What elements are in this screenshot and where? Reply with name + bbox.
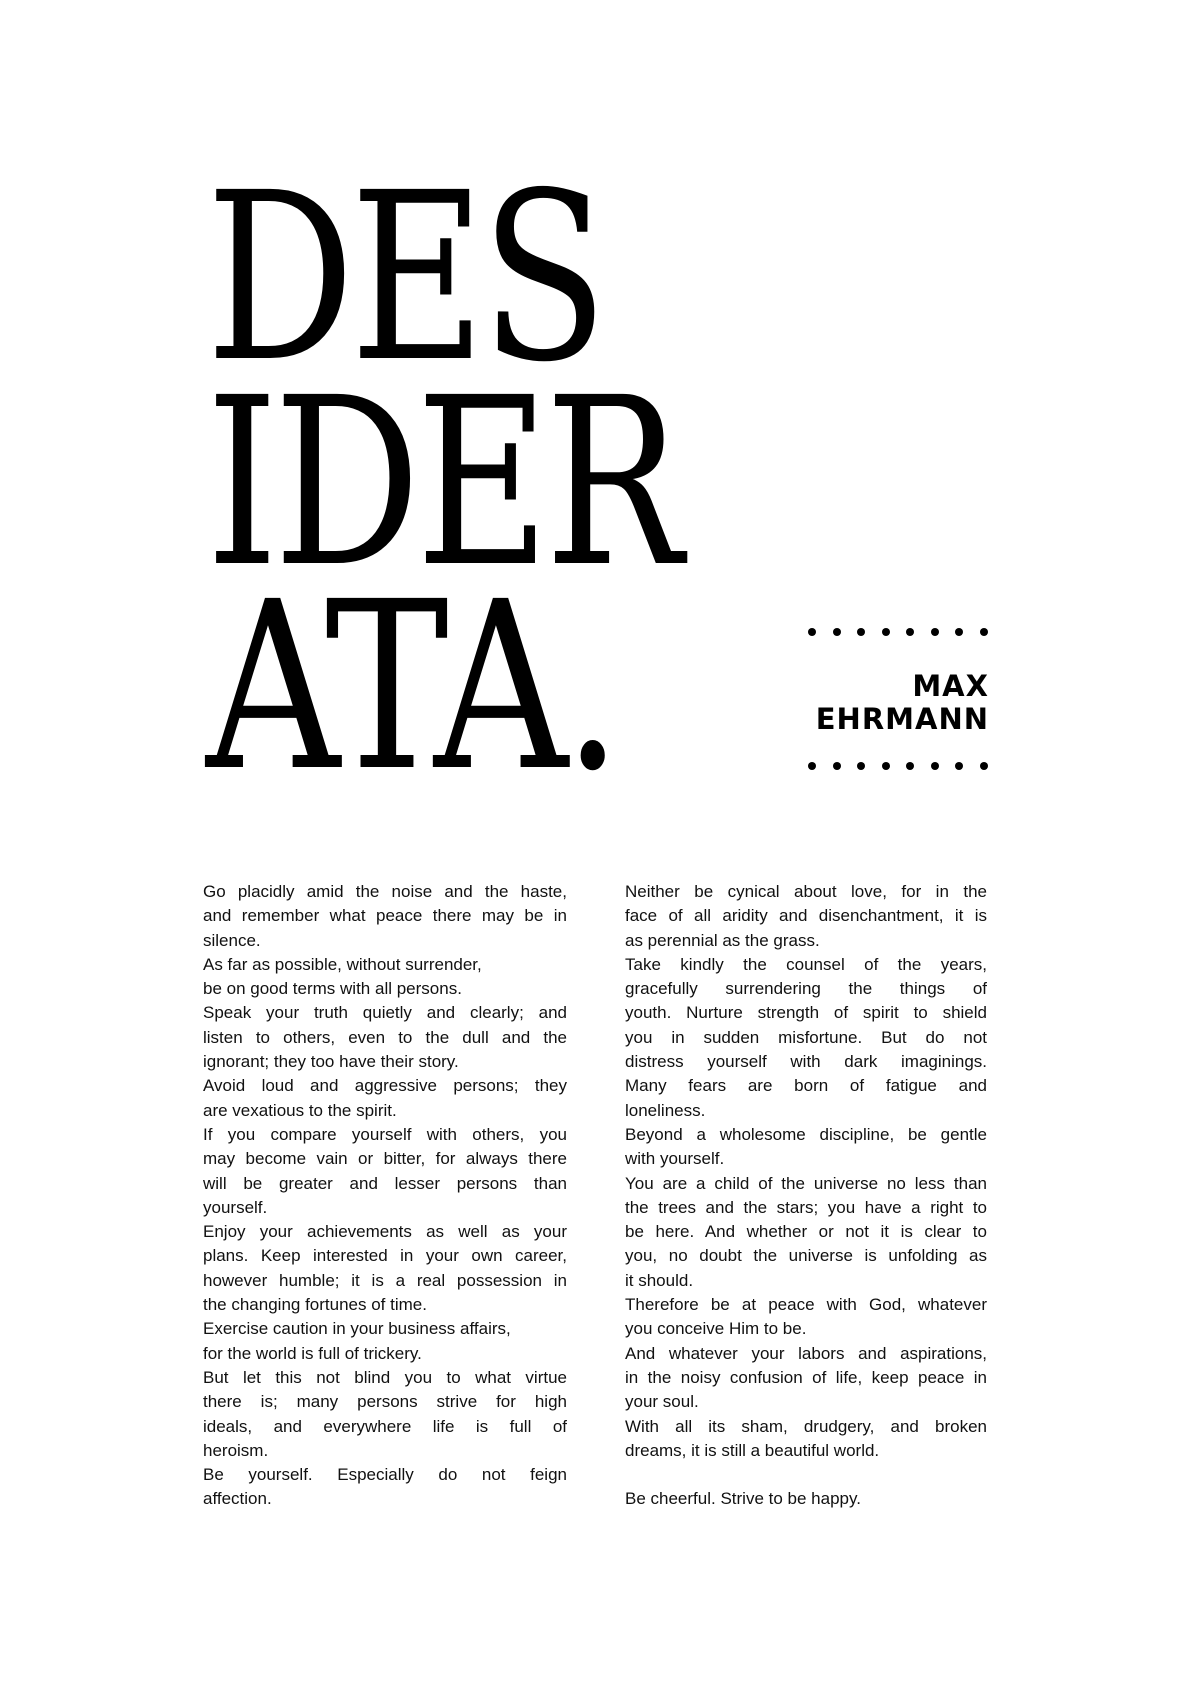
- poem-line: you in sudden misfortune. But do not: [625, 1027, 987, 1047]
- poem-line: in the noisy confusion of life, keep peace in: [625, 1367, 987, 1387]
- poem-right-column: [625, 880, 987, 1512]
- poem-line: be on good terms with all persons.: [203, 979, 462, 999]
- poem-line: distress yourself with dark imaginings.: [625, 1052, 987, 1072]
- poem-line: affection.: [203, 1489, 272, 1509]
- dot-icon: [857, 762, 865, 770]
- poem-line: as perennial as the grass.: [625, 930, 820, 950]
- poem-line: may become vain or bitter, for always there: [203, 1149, 567, 1169]
- title-line-3: ATA.: [206, 552, 618, 822]
- poem-line: Be yourself. Especially do not feign: [203, 1465, 567, 1485]
- poem-line: Therefore be at peace with God, whatever: [625, 1295, 987, 1315]
- poem-line: Take kindly the counsel of the years,: [625, 954, 987, 974]
- dotted-divider-bottom: [808, 760, 988, 772]
- title-line-1: DES: [206, 143, 604, 413]
- dot-icon: [882, 762, 890, 770]
- dot-icon: [808, 762, 816, 770]
- poem-line: Many fears are born of fatigue and: [625, 1076, 987, 1096]
- poem-line: loneliness.: [625, 1100, 706, 1120]
- dotted-divider-top: [808, 626, 988, 638]
- poem-line: face of all aridity and disenchantment, it is: [625, 906, 987, 926]
- poem-line: Enjoy your achievements as well as your: [203, 1222, 567, 1242]
- poem-line: plans. Keep interested in your own career,: [203, 1246, 567, 1266]
- dot-icon: [955, 628, 963, 636]
- poem-line: and remember what peace there may be in: [203, 906, 567, 926]
- poem-line: dreams, it is still a beautiful world.: [625, 1440, 880, 1460]
- poem-line: Be cheerful. Strive to be happy.: [625, 1489, 861, 1509]
- poem-line: Neither be cynical about love, for in the: [625, 882, 987, 901]
- poem-line: be here. And whether or not it is clear to: [625, 1222, 987, 1242]
- poem-line: yourself.: [203, 1197, 268, 1217]
- poem-line: youth. Nurture strength of spirit to shield: [625, 1003, 987, 1023]
- poem-line: Speak your truth quietly and clearly; and: [203, 1003, 567, 1023]
- poem-line: silence.: [203, 930, 261, 950]
- dot-icon: [955, 762, 963, 770]
- poem-line: You are a child of the universe no less than: [625, 1173, 987, 1193]
- poem-line: Beyond a wholesome discipline, be gentle: [625, 1124, 987, 1144]
- poem-line: heroism.: [203, 1440, 269, 1460]
- poem-line: As far as possible, without surrender,: [203, 954, 482, 974]
- poem-line: ignorant; they too have their story.: [203, 1052, 459, 1072]
- title-line-2: IDER: [206, 348, 679, 618]
- dot-icon: [931, 628, 939, 636]
- poem-line: are vexatious to the spirit.: [203, 1100, 397, 1120]
- poem-line: But let this not blind you to what virtue: [203, 1367, 567, 1387]
- poem-line: If you compare yourself with others, you: [203, 1124, 567, 1144]
- dot-icon: [833, 762, 841, 770]
- dot-icon: [906, 628, 914, 636]
- poem-line: And whatever your labors and aspirations,: [625, 1343, 987, 1363]
- poem-line: gracefully surrendering the things of: [625, 979, 987, 999]
- author-last-name: EHRMANN: [815, 702, 989, 736]
- dot-icon: [980, 628, 988, 636]
- poem-line: there is; many persons strive for high: [203, 1392, 567, 1412]
- poem-line: your soul.: [625, 1392, 699, 1412]
- poem-line: Go placidly amid the noise and the haste,: [203, 882, 567, 901]
- dot-icon: [882, 628, 890, 636]
- dot-icon: [931, 762, 939, 770]
- poem-line: for the world is full of trickery.: [203, 1343, 422, 1363]
- poem-line: With all its sham, drudgery, and broken: [625, 1416, 987, 1436]
- poem-line: Avoid loud and aggressive persons; they: [203, 1076, 567, 1096]
- poem-line: the changing fortunes of time.: [203, 1295, 427, 1315]
- poem-line: will be greater and lesser persons than: [203, 1173, 567, 1193]
- poem-line: you, no doubt the universe is unfolding as: [625, 1246, 987, 1266]
- poem-line: ideals, and everywhere life is full of: [203, 1416, 567, 1436]
- poem-line: however humble; it is a real possession in: [203, 1270, 567, 1290]
- poem-line: you conceive Him to be.: [625, 1319, 807, 1339]
- author-first-name: MAX: [912, 669, 989, 703]
- dot-icon: [833, 628, 841, 636]
- poem-line: Exercise caution in your business affairs,: [203, 1319, 511, 1339]
- poem-line: the trees and the stars; you have a right to: [625, 1197, 987, 1217]
- poem-line: [625, 1463, 987, 1487]
- dot-icon: [906, 762, 914, 770]
- poem-left-column: [203, 880, 567, 1512]
- author-name: [816, 670, 989, 736]
- poem-line: with yourself.: [625, 1149, 725, 1169]
- dot-icon: [857, 628, 865, 636]
- dot-icon: [980, 762, 988, 770]
- dot-icon: [808, 628, 816, 636]
- poem-line: listen to others, even to the dull and the: [203, 1027, 567, 1047]
- poem-line: it should.: [625, 1270, 694, 1290]
